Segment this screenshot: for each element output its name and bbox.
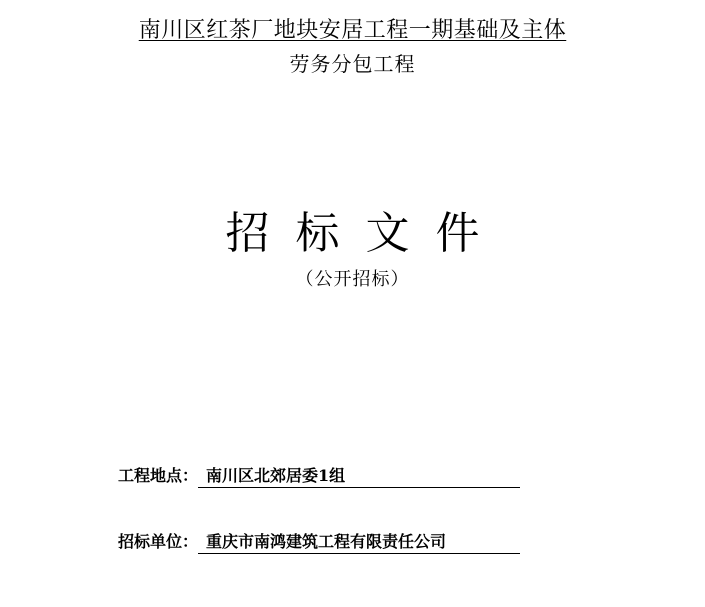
document-heading: 招标文件 (225, 208, 506, 259)
project-title-line1 (0, 16, 705, 46)
project-title-line1-text: 南川区红茶厂地块安居工程一期基础及主体 (138, 18, 567, 43)
tender-unit-label: 招标单位： (118, 532, 199, 551)
project-location-row (118, 460, 520, 488)
tender-unit-row (118, 526, 520, 554)
document-subheading: （公开招标） (295, 269, 410, 290)
tender-unit-value: 重庆市南鸿建筑工程有限责任公司 (198, 531, 520, 554)
project-location-label: 工程地点： (118, 466, 199, 485)
project-title-line2: 劳务分包工程 (289, 52, 416, 76)
project-location-value: 南川区北郊居委1组 (198, 465, 520, 488)
